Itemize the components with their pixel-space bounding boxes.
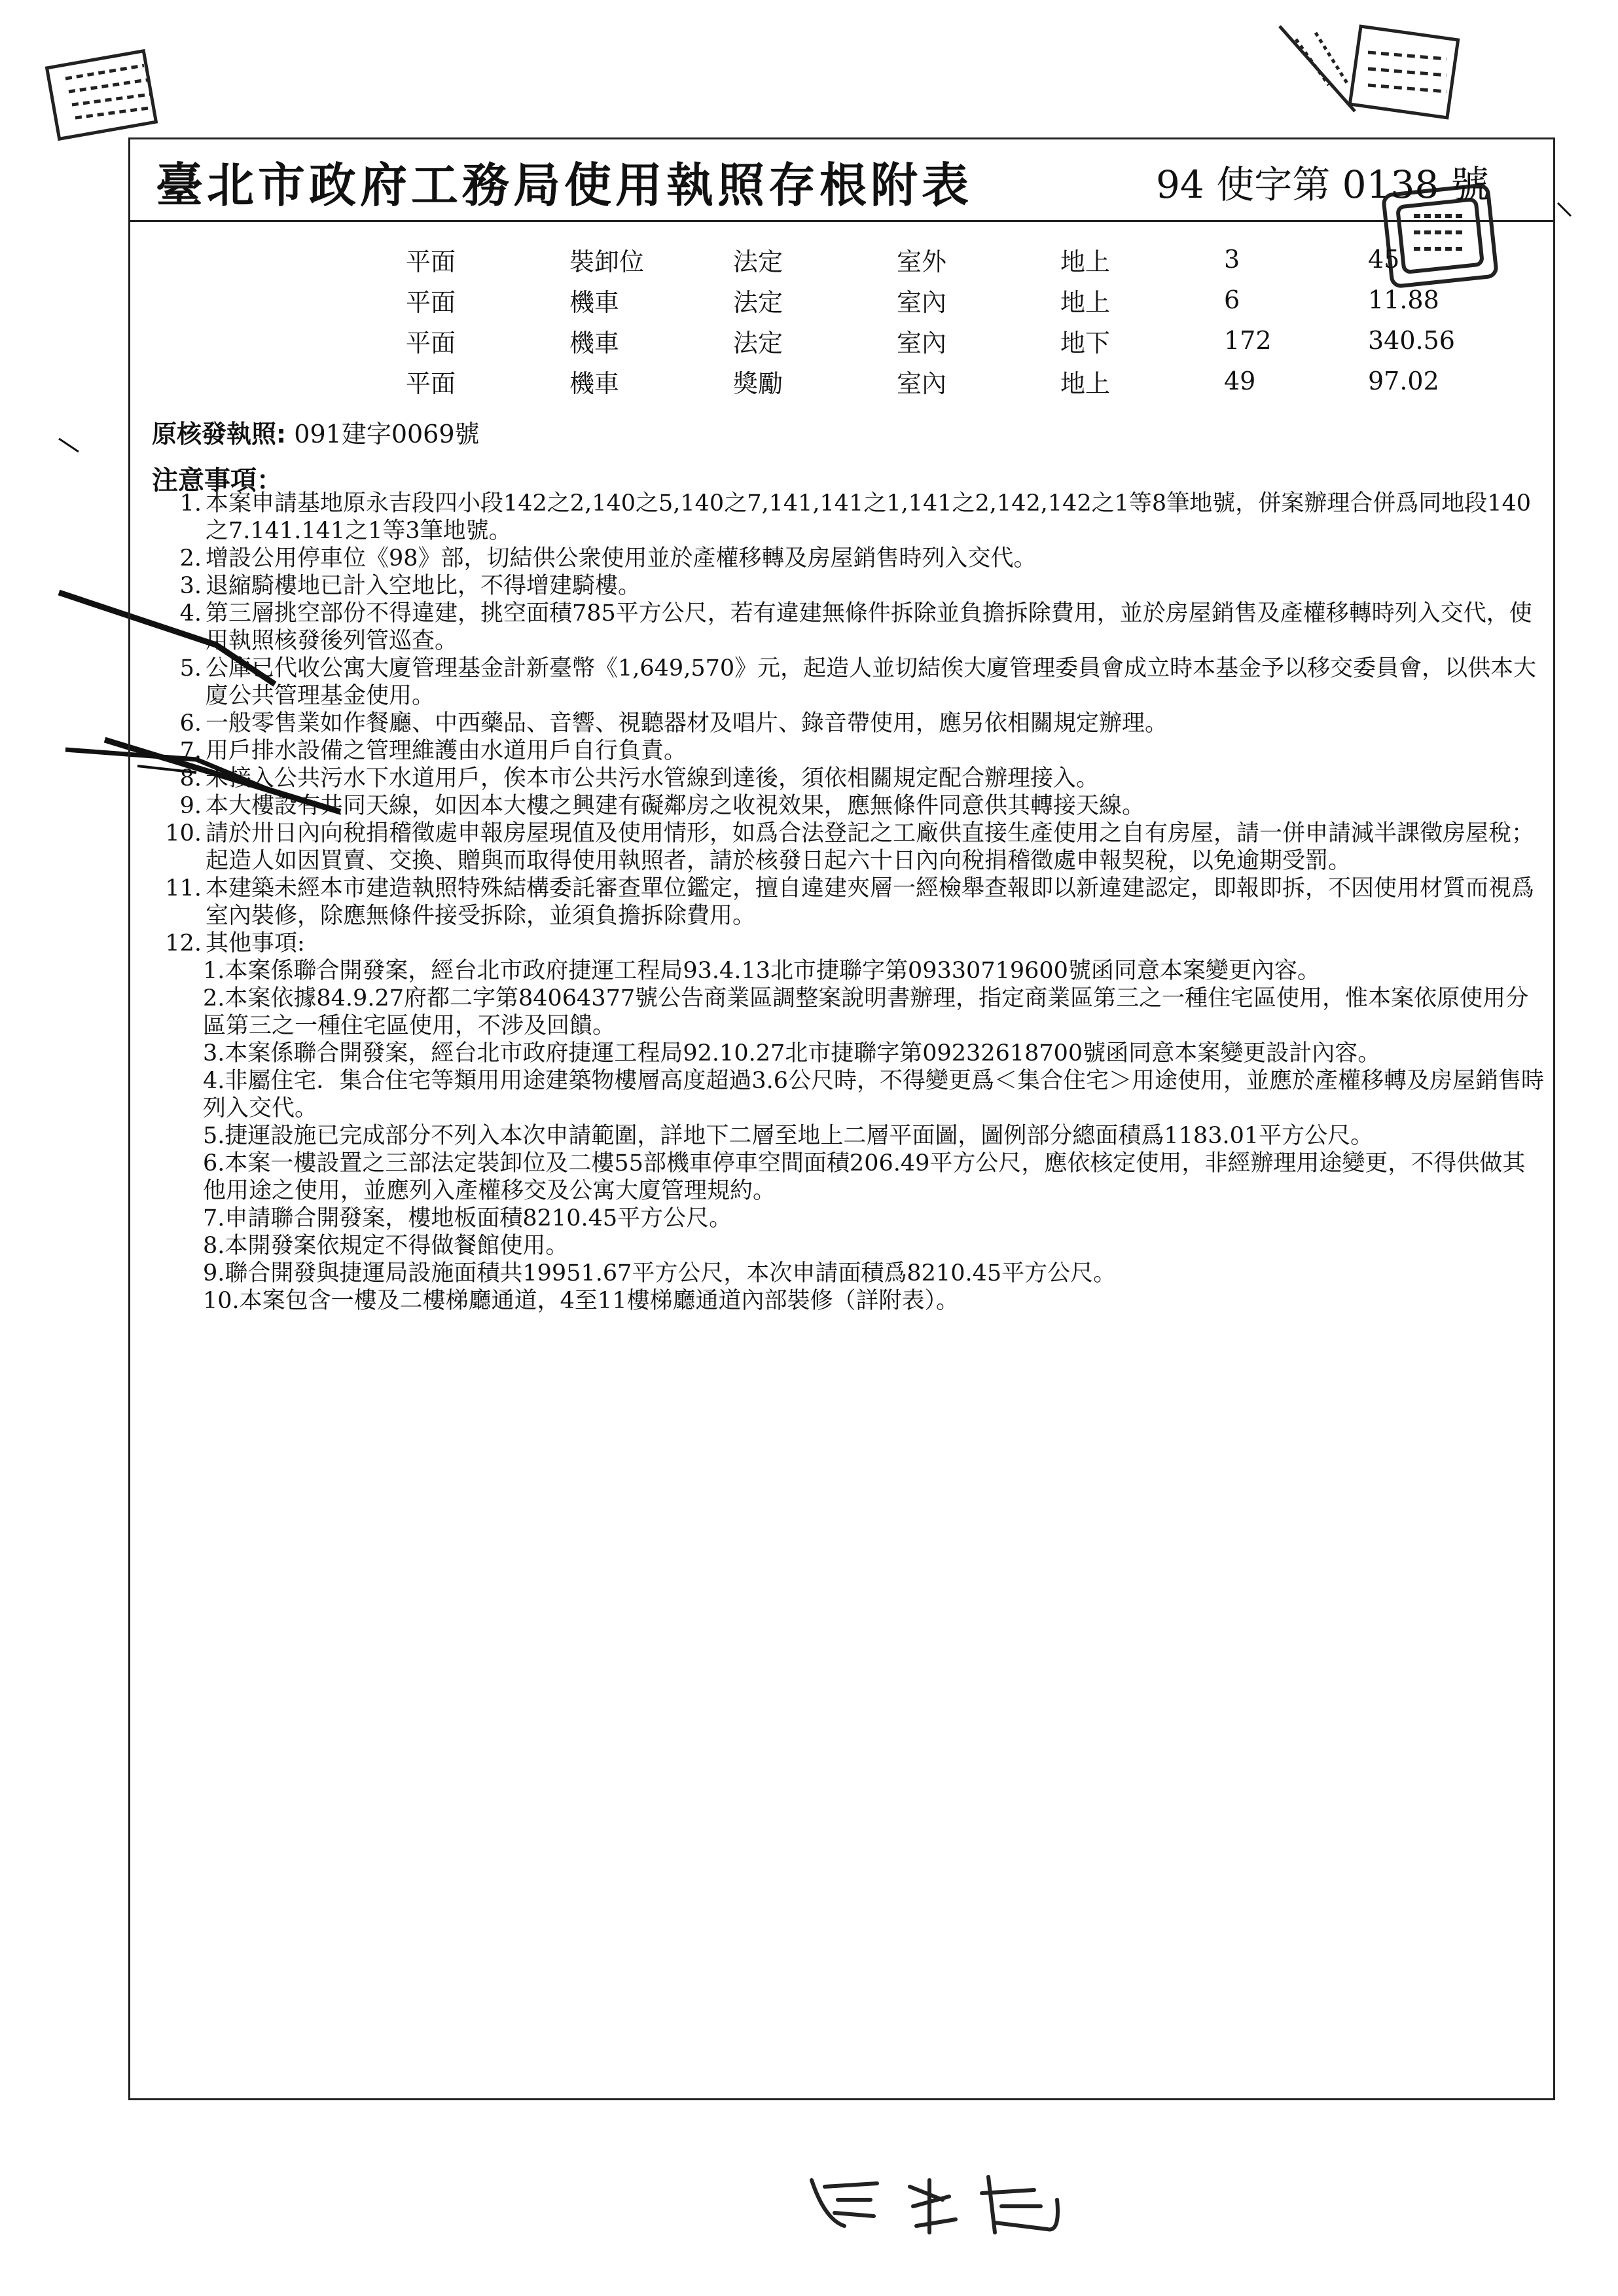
list-item: 1.本案係聯合開發案，經台北市政府捷運工程局93.4.13北市捷聯字第09330719600號函同意本案變更內容。 xyxy=(203,958,1320,984)
title-divider xyxy=(128,220,1555,222)
list-item xyxy=(152,765,1546,792)
item-text: 第三層挑空部份不得違建，挑空面積785平方公尺，若有違建無條件拆除並負擔拆除費用，並於房屋銷售及產權移轉時列入交代，使用執照核發後列管巡查。 xyxy=(206,600,1532,654)
other-items-list xyxy=(152,957,1546,1315)
list-item xyxy=(152,655,1546,710)
list-item xyxy=(152,792,1546,820)
list-item: 6.本案一樓設置之三部法定裝卸位及二樓55部機車停車空間面積206.49平方公尺，應依核定使用，非經辦理用途變更，不得供做其他用途之使用，並應列入產權移交及公寓大廈管理規約。 xyxy=(203,1150,1526,1204)
original-license-label: 原核發執照: xyxy=(152,420,287,448)
page-title: 臺北市政府工務局使用執照存根附表 xyxy=(156,157,973,213)
table-cell: 45 xyxy=(1368,245,1400,274)
item-number: 1. xyxy=(179,490,202,517)
list-item xyxy=(152,820,1546,875)
list-item xyxy=(152,600,1546,655)
table-cell: 地上 xyxy=(1060,369,1111,398)
table-cell: 平面 xyxy=(406,328,456,357)
table-cell: 172 xyxy=(1224,326,1272,355)
table-cell: 49 xyxy=(1224,367,1256,395)
item-text: 增設公用停車位《98》部，切結供公衆使用並於產權移轉及房屋銷售時列入交代。 xyxy=(206,545,1037,572)
permit-number: 94 使字第 0138 號 xyxy=(1156,162,1489,207)
table-cell: 340.56 xyxy=(1368,326,1455,355)
list-item xyxy=(152,572,1546,600)
table-row xyxy=(406,361,1499,401)
table-cell: 室外 xyxy=(897,247,947,276)
item-number: 4. xyxy=(179,600,202,627)
list-item: 3.本案係聯合開發案，經台北市政府捷運工程局92.10.27北市捷聯字第09232618700號函同意本案變更設計內容。 xyxy=(203,1040,1381,1066)
table-cell: 獎勵 xyxy=(733,369,783,398)
item-number: 3. xyxy=(179,573,202,599)
list-item: 5.捷運設施已完成部分不列入本次申請範圍，詳地下二層至地上二層平面圖，圖例部分總面積爲1183.01平方公尺。 xyxy=(203,1123,1374,1149)
list-item xyxy=(152,710,1546,737)
list-item: 4.非屬住宅．集合住宅等類用用途建築物樓層高度超過3.6公尺時，不得變更爲＜集合住宅＞用途使用，並應於產權移轉及房屋銷售時列入交代。 xyxy=(203,1068,1545,1121)
item-text: 其他事項: xyxy=(206,930,305,957)
table-cell: 裝卸位 xyxy=(569,247,645,276)
item-text: 本大樓設有共同天線，如因本大樓之興建有礙鄰房之收視效果，應無條件同意供其轉接天線。 xyxy=(206,793,1145,819)
table-cell: 法定 xyxy=(733,247,783,276)
table-cell: 室內 xyxy=(897,287,947,317)
table-cell: 地上 xyxy=(1060,287,1111,317)
item-number: 8. xyxy=(179,765,202,792)
list-item xyxy=(152,875,1546,930)
item-number: 10. xyxy=(165,820,202,847)
original-license-value: 091建字0069號 xyxy=(294,420,480,448)
table-cell: 6 xyxy=(1224,285,1240,314)
item-number: 12. xyxy=(165,930,202,957)
list-item: 10.本案包含一樓及二樓梯廳通道，4至11樓梯廳通道內部裝修（詳附表）。 xyxy=(203,1288,959,1314)
item-number: 5. xyxy=(179,655,202,682)
list-item xyxy=(152,545,1546,572)
table-cell: 機車 xyxy=(569,369,620,398)
item-text: 退縮騎樓地已計入空地比，不得增建騎樓。 xyxy=(206,573,641,599)
list-item xyxy=(152,737,1546,765)
item-number: 9. xyxy=(179,793,202,819)
table-row xyxy=(406,280,1499,320)
list-item xyxy=(152,490,1546,545)
item-number: 6. xyxy=(179,710,202,737)
table-cell: 平面 xyxy=(406,247,456,276)
table-cell: 機車 xyxy=(569,328,620,357)
item-number: 7. xyxy=(179,738,202,764)
table-row xyxy=(406,320,1499,361)
item-number: 11. xyxy=(165,875,202,902)
table-cell: 室內 xyxy=(897,328,947,357)
parking-table xyxy=(406,239,1499,401)
list-item: 7.申請聯合開發案，樓地板面積8210.45平方公尺。 xyxy=(203,1205,732,1231)
item-text: 本建築未經本市建造執照特殊結構委託審查單位鑑定，擅自違建夾層一經檢舉查報即以新違建認定，即報即拆，不因使用材質而視爲室內裝修，除應無條件接受拆除，並須負擔拆除費用。 xyxy=(206,875,1535,929)
notes-list xyxy=(152,490,1546,1315)
table-cell: 室內 xyxy=(897,369,947,398)
notes-heading: 注意事項： xyxy=(152,465,283,496)
item-text: 本案申請基地原永吉段四小段142之2,140之5,140之7,141,141之1,141之2,142,142之1等8筆地號，併案辦理合併爲同地段140之7.141.141之1等3筆地號。 xyxy=(206,490,1531,544)
header xyxy=(128,147,1555,226)
item-text: 公庫已代收公寓大廈管理基金計新臺幣《1,649,570》元，起造人並切結俟大廈管理委員會成立時本基金予以移交委員會，以供本大廈公共管理基金使用。 xyxy=(206,655,1537,709)
item-text: 用戶排水設備之管理維護由水道用戶自行負責。 xyxy=(206,738,687,764)
item-text: 請於卅日內向稅捐稽徵處申報房屋現值及使用情形，如爲合法登記之工廠供直接生產使用之自有房屋，請一併申請減半課徵房屋稅；起造人如因買賣、交換、贈與而取得使用執照者，請於核發日起六十日內向稅捐稽徵處申報契稅，以免逾期受罰。 xyxy=(206,820,1535,874)
table-cell: 地上 xyxy=(1060,247,1111,276)
original-license xyxy=(152,414,480,450)
seal-stamp-icon xyxy=(1276,13,1492,131)
signature-icon xyxy=(799,2160,1073,2252)
table-cell: 平面 xyxy=(406,369,456,398)
table-cell: 法定 xyxy=(733,287,783,317)
table-row xyxy=(406,239,1499,280)
table-cell: 地下 xyxy=(1060,328,1111,357)
table-cell: 3 xyxy=(1224,245,1240,274)
table-cell: 97.02 xyxy=(1368,367,1439,395)
list-item: 8.本開發案依規定不得做餐館使用。 xyxy=(203,1233,569,1259)
item-text: 一般零售業如作餐廳、中西藥品、音響、視聽器材及唱片、錄音帶使用，應另依相關規定辦理。 xyxy=(206,710,1168,737)
table-cell: 11.88 xyxy=(1368,285,1439,314)
table-cell: 機車 xyxy=(569,287,620,317)
item-text: 未接入公共污水下水道用戶，俟本市公共污水管線到達後，須依相關規定配合辦理接入。 xyxy=(206,765,1100,792)
table-cell: 法定 xyxy=(733,328,783,357)
list-item: 9.聯合開發與捷運局設施面積共19951.67平方公尺，本次申請面積爲8210.45平方公尺。 xyxy=(203,1260,1117,1286)
table-cell: 平面 xyxy=(406,287,456,317)
item-number: 2. xyxy=(179,545,202,572)
list-item: 2.本案依據84.9.27府都二字第84064377號公告商業區調整案說明書辦理，指定商業區第三之一種住宅區使用，惟本案依原使用分區第三之一種住宅區使用，不涉及回饋。 xyxy=(203,985,1529,1039)
list-item xyxy=(152,930,1546,957)
